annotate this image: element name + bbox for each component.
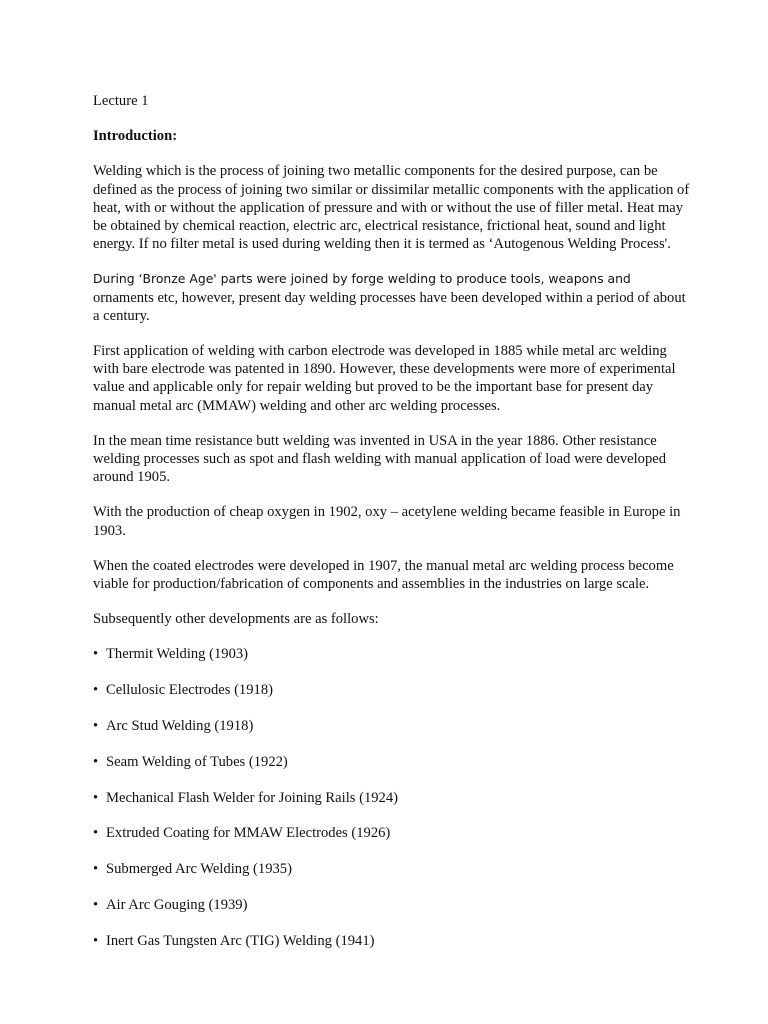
list-item-text: Cellulosic Electrodes (1918) <box>106 682 273 699</box>
list-item-text: Arc Stud Welding (1918) <box>106 718 254 735</box>
list-item-text: Submerged Arc Welding (1935) <box>106 861 292 878</box>
document-body <box>93 92 693 968</box>
list-item <box>93 932 693 950</box>
developments-list <box>93 645 693 950</box>
bullet-icon: • <box>93 932 99 949</box>
list-item-text: Thermit Welding (1903) <box>106 646 249 663</box>
bullet-icon: • <box>93 682 99 699</box>
list-item-text: Air Arc Gouging (1939) <box>106 897 248 914</box>
bronze-age-lead-text: During ‘Bronze Age' parts were joined by forge welding to produce tools, weapons and <box>93 271 631 287</box>
paragraph-oxy-acetylene: With the production of cheap oxygen in 1902, oxy – acetylene welding became feasible in Europe in 1903. <box>93 504 681 539</box>
list-item <box>93 717 693 735</box>
list-item <box>93 824 693 842</box>
list-item <box>93 789 693 807</box>
paragraph-bronze-age <box>93 270 693 325</box>
lecture-label: Lecture 1 <box>93 93 149 109</box>
bullet-icon: • <box>93 646 99 663</box>
list-item <box>93 681 693 699</box>
list-item-text: Seam Welding of Tubes (1922) <box>106 753 288 770</box>
paragraph-resistance-welding: In the mean time resistance butt welding was invented in USA in the year 1886. Other resistance welding processes such as spot and flash welding with manual application of load were developed around 1905. <box>93 432 667 486</box>
paragraph-coated-electrodes: When the coated electrodes were developed in 1907, the manual metal arc welding process become viable for production/fabrication of components and assemblies in the industries on large scale. <box>93 557 674 593</box>
list-item-text: Inert Gas Tungsten Arc (TIG) Welding (1941) <box>106 932 375 949</box>
paragraph-carbon-electrode: First application of welding with carbon electrode was developed in 1885 while metal arc welding with bare electrode was patented in 1890. However, these developments were more of experimental value and applicable only for repair welding but proved to be the important base for present day manual metal arc (MMAW) welding and other arc welding processes. <box>93 343 676 414</box>
bullet-icon: • <box>93 789 99 806</box>
bullet-icon: • <box>93 825 99 842</box>
bullet-icon: • <box>93 897 99 914</box>
bullet-icon: • <box>93 753 99 770</box>
bullet-icon: • <box>93 718 99 735</box>
list-item-text: Mechanical Flash Welder for Joining Rails (1924) <box>106 789 398 806</box>
bronze-age-rest-text: ornaments etc, however, present day welding processes have been developed within a period of about a century. <box>93 289 686 324</box>
list-item-text: Extruded Coating for MMAW Electrodes (1926) <box>106 825 391 842</box>
paragraph-subsequent-developments: Subsequently other developments are as follows: <box>93 611 379 628</box>
list-item <box>93 896 693 914</box>
list-item <box>93 753 693 771</box>
paragraph-definition: Welding which is the process of joining two metallic components for the desired purpose, can be defined as the process of joining two similar or dissimilar metallic components with the application of heat, with or without the application of pressure and with or without the use of filler metal. Heat may be obtained by chemical reaction, electric arc, electrical resistance, frictional heat, sound and light energy. If no filter metal is used during welding then it is termed as ‘Autogenous Welding Process'. <box>93 163 690 253</box>
section-title: Introduction: <box>93 128 178 145</box>
list-item <box>93 860 693 878</box>
bullet-icon: • <box>93 861 99 878</box>
list-item <box>93 645 693 663</box>
